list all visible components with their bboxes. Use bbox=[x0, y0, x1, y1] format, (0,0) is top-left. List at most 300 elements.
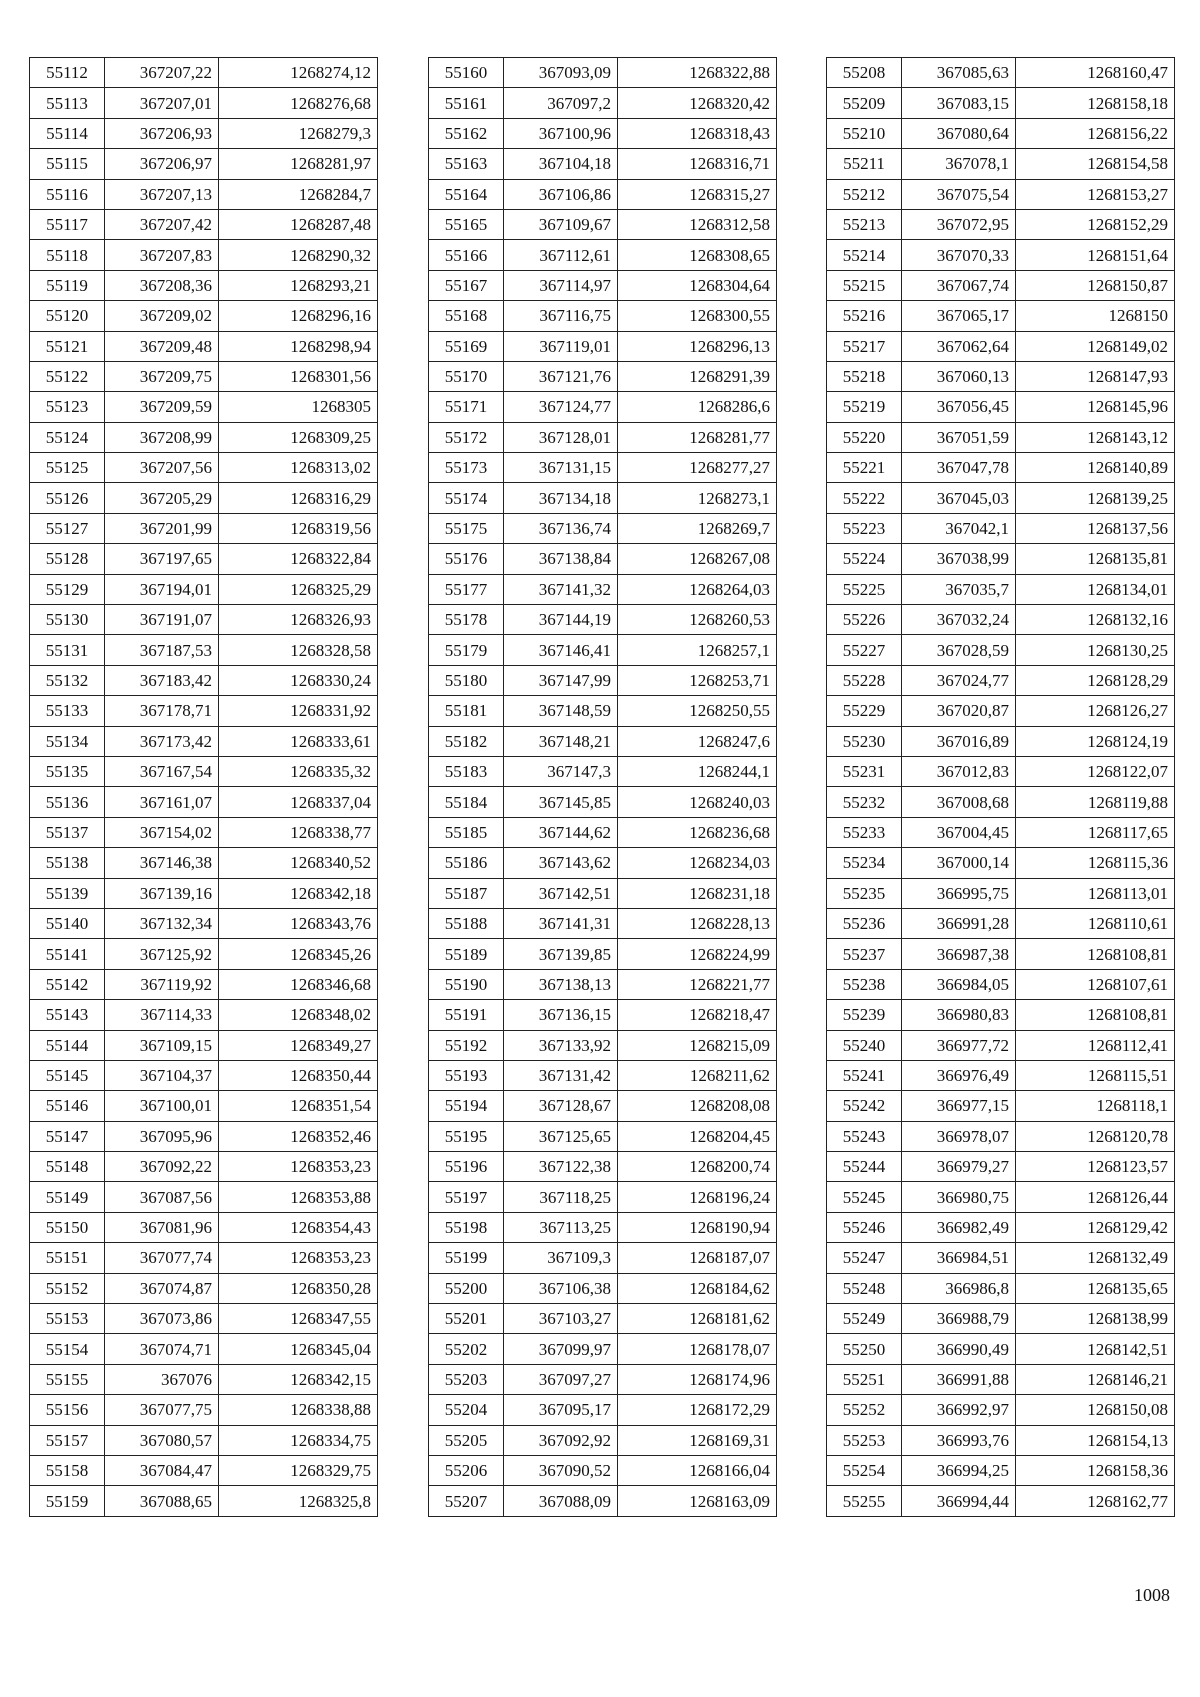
table-row bbox=[429, 1425, 777, 1455]
point-id-cell: 55233 bbox=[827, 817, 902, 847]
y-coordinate-cell: 1268329,75 bbox=[219, 1455, 378, 1485]
point-id-cell: 55133 bbox=[30, 696, 105, 726]
y-coordinate-cell: 1268301,56 bbox=[219, 361, 378, 391]
x-coordinate-cell: 367197,65 bbox=[105, 544, 219, 574]
point-id-cell: 55113 bbox=[30, 88, 105, 118]
table-row bbox=[429, 1030, 777, 1060]
table-row bbox=[827, 1273, 1175, 1303]
point-id-cell: 55255 bbox=[827, 1486, 902, 1516]
x-coordinate-cell: 367128,01 bbox=[504, 422, 618, 452]
y-coordinate-cell: 1268318,43 bbox=[618, 118, 777, 148]
x-coordinate-cell: 367207,56 bbox=[105, 453, 219, 483]
y-coordinate-cell: 1268150,87 bbox=[1016, 270, 1175, 300]
x-coordinate-cell: 366984,51 bbox=[902, 1243, 1016, 1273]
table-row bbox=[30, 513, 378, 543]
table-row bbox=[827, 58, 1175, 88]
table-row bbox=[827, 453, 1175, 483]
x-coordinate-cell: 367077,75 bbox=[105, 1395, 219, 1425]
point-id-cell: 55193 bbox=[429, 1060, 504, 1090]
y-coordinate-cell: 1268162,77 bbox=[1016, 1486, 1175, 1516]
table-row bbox=[30, 179, 378, 209]
point-id-cell: 55132 bbox=[30, 665, 105, 695]
table-row bbox=[827, 301, 1175, 331]
x-coordinate-cell: 367134,18 bbox=[504, 483, 618, 513]
x-coordinate-cell: 366984,05 bbox=[902, 969, 1016, 999]
y-coordinate-cell: 1268129,42 bbox=[1016, 1212, 1175, 1242]
y-coordinate-cell: 1268154,58 bbox=[1016, 149, 1175, 179]
y-coordinate-cell: 1268115,36 bbox=[1016, 848, 1175, 878]
table-row bbox=[30, 574, 378, 604]
x-coordinate-cell: 367144,19 bbox=[504, 605, 618, 635]
x-coordinate-cell: 367183,42 bbox=[105, 665, 219, 695]
y-coordinate-cell: 1268273,1 bbox=[618, 483, 777, 513]
y-coordinate-cell: 1268130,25 bbox=[1016, 635, 1175, 665]
table-row bbox=[429, 1121, 777, 1151]
x-coordinate-cell: 366976,49 bbox=[902, 1060, 1016, 1090]
x-coordinate-cell: 367206,93 bbox=[105, 118, 219, 148]
y-coordinate-cell: 1268152,29 bbox=[1016, 209, 1175, 239]
table-row bbox=[429, 544, 777, 574]
y-coordinate-cell: 1268208,08 bbox=[618, 1091, 777, 1121]
x-coordinate-cell: 367080,57 bbox=[105, 1425, 219, 1455]
y-coordinate-cell: 1268231,18 bbox=[618, 878, 777, 908]
x-coordinate-cell: 367095,17 bbox=[504, 1395, 618, 1425]
y-coordinate-cell: 1268335,32 bbox=[219, 756, 378, 786]
y-coordinate-cell: 1268137,56 bbox=[1016, 513, 1175, 543]
table-row bbox=[429, 240, 777, 270]
y-coordinate-cell: 1268354,43 bbox=[219, 1212, 378, 1242]
table-row bbox=[30, 1364, 378, 1394]
table-row bbox=[429, 179, 777, 209]
point-id-cell: 55230 bbox=[827, 726, 902, 756]
x-coordinate-cell: 367138,84 bbox=[504, 544, 618, 574]
point-id-cell: 55189 bbox=[429, 939, 504, 969]
y-coordinate-cell: 1268253,71 bbox=[618, 665, 777, 695]
table-row bbox=[30, 1273, 378, 1303]
point-id-cell: 55143 bbox=[30, 1000, 105, 1030]
table-row bbox=[30, 1121, 378, 1151]
point-id-cell: 55150 bbox=[30, 1212, 105, 1242]
y-coordinate-cell: 1268350,44 bbox=[219, 1060, 378, 1090]
x-coordinate-cell: 367080,64 bbox=[902, 118, 1016, 148]
x-coordinate-cell: 366977,72 bbox=[902, 1030, 1016, 1060]
x-coordinate-cell: 367100,96 bbox=[504, 118, 618, 148]
x-coordinate-cell: 367073,86 bbox=[105, 1304, 219, 1334]
y-coordinate-cell: 1268348,02 bbox=[219, 1000, 378, 1030]
table-row bbox=[30, 453, 378, 483]
y-coordinate-cell: 1268276,68 bbox=[219, 88, 378, 118]
y-coordinate-cell: 1268126,27 bbox=[1016, 696, 1175, 726]
table-row bbox=[30, 969, 378, 999]
table-row bbox=[429, 878, 777, 908]
y-coordinate-cell: 1268122,07 bbox=[1016, 756, 1175, 786]
table-row bbox=[429, 149, 777, 179]
y-coordinate-cell: 1268117,65 bbox=[1016, 817, 1175, 847]
x-coordinate-cell: 367146,41 bbox=[504, 635, 618, 665]
point-id-cell: 55187 bbox=[429, 878, 504, 908]
table-row bbox=[429, 635, 777, 665]
point-id-cell: 55235 bbox=[827, 878, 902, 908]
x-coordinate-cell: 367042,1 bbox=[902, 513, 1016, 543]
point-id-cell: 55128 bbox=[30, 544, 105, 574]
y-coordinate-cell: 1268151,64 bbox=[1016, 240, 1175, 270]
x-coordinate-cell: 367201,99 bbox=[105, 513, 219, 543]
point-id-cell: 55119 bbox=[30, 270, 105, 300]
table-row bbox=[429, 361, 777, 391]
point-id-cell: 55129 bbox=[30, 574, 105, 604]
point-id-cell: 55162 bbox=[429, 118, 504, 148]
point-id-cell: 55242 bbox=[827, 1091, 902, 1121]
point-id-cell: 55208 bbox=[827, 58, 902, 88]
point-id-cell: 55131 bbox=[30, 635, 105, 665]
y-coordinate-cell: 1268218,47 bbox=[618, 1000, 777, 1030]
point-id-cell: 55159 bbox=[30, 1486, 105, 1516]
table-row bbox=[30, 939, 378, 969]
y-coordinate-cell: 1268322,84 bbox=[219, 544, 378, 574]
y-coordinate-cell: 1268322,88 bbox=[618, 58, 777, 88]
x-coordinate-cell: 366991,88 bbox=[902, 1364, 1016, 1394]
table-row bbox=[827, 1425, 1175, 1455]
x-coordinate-cell: 367072,95 bbox=[902, 209, 1016, 239]
point-id-cell: 55231 bbox=[827, 756, 902, 786]
table-row bbox=[30, 483, 378, 513]
table-row bbox=[30, 817, 378, 847]
table-row bbox=[429, 574, 777, 604]
point-id-cell: 55216 bbox=[827, 301, 902, 331]
x-coordinate-cell: 367032,24 bbox=[902, 605, 1016, 635]
y-coordinate-cell: 1268313,02 bbox=[219, 453, 378, 483]
table-row bbox=[429, 1334, 777, 1364]
y-coordinate-cell: 1268113,01 bbox=[1016, 878, 1175, 908]
x-coordinate-cell: 367161,07 bbox=[105, 787, 219, 817]
y-coordinate-cell: 1268181,62 bbox=[618, 1304, 777, 1334]
table-row bbox=[827, 787, 1175, 817]
y-coordinate-cell: 1268147,93 bbox=[1016, 361, 1175, 391]
table-row bbox=[429, 1000, 777, 1030]
y-coordinate-cell: 1268298,94 bbox=[219, 331, 378, 361]
y-coordinate-cell: 1268123,57 bbox=[1016, 1152, 1175, 1182]
table-row bbox=[30, 1455, 378, 1485]
y-coordinate-cell: 1268284,7 bbox=[219, 179, 378, 209]
y-coordinate-cell: 1268146,21 bbox=[1016, 1364, 1175, 1394]
x-coordinate-cell: 366980,83 bbox=[902, 1000, 1016, 1030]
point-id-cell: 55145 bbox=[30, 1060, 105, 1090]
table-row bbox=[827, 878, 1175, 908]
point-id-cell: 55211 bbox=[827, 149, 902, 179]
point-id-cell: 55202 bbox=[429, 1334, 504, 1364]
point-id-cell: 55239 bbox=[827, 1000, 902, 1030]
point-id-cell: 55171 bbox=[429, 392, 504, 422]
table-row bbox=[30, 1152, 378, 1182]
table-row bbox=[827, 331, 1175, 361]
y-coordinate-cell: 1268291,39 bbox=[618, 361, 777, 391]
y-coordinate-cell: 1268142,51 bbox=[1016, 1334, 1175, 1364]
x-coordinate-cell: 367020,87 bbox=[902, 696, 1016, 726]
table-row bbox=[30, 422, 378, 452]
y-coordinate-cell: 1268340,52 bbox=[219, 848, 378, 878]
table-row bbox=[30, 209, 378, 239]
x-coordinate-cell: 367081,96 bbox=[105, 1212, 219, 1242]
point-id-cell: 55179 bbox=[429, 635, 504, 665]
table-row bbox=[429, 939, 777, 969]
y-coordinate-cell: 1268353,23 bbox=[219, 1243, 378, 1273]
y-coordinate-cell: 1268250,55 bbox=[618, 696, 777, 726]
point-id-cell: 55249 bbox=[827, 1304, 902, 1334]
point-id-cell: 55176 bbox=[429, 544, 504, 574]
point-id-cell: 55223 bbox=[827, 513, 902, 543]
point-id-cell: 55140 bbox=[30, 908, 105, 938]
table-row bbox=[30, 240, 378, 270]
point-id-cell: 55240 bbox=[827, 1030, 902, 1060]
point-id-cell: 55163 bbox=[429, 149, 504, 179]
table-row bbox=[827, 1182, 1175, 1212]
x-coordinate-cell: 366990,49 bbox=[902, 1334, 1016, 1364]
table-row bbox=[827, 817, 1175, 847]
x-coordinate-cell: 367124,77 bbox=[504, 392, 618, 422]
x-coordinate-cell: 367206,97 bbox=[105, 149, 219, 179]
x-coordinate-cell: 367088,09 bbox=[504, 1486, 618, 1516]
y-coordinate-cell: 1268163,09 bbox=[618, 1486, 777, 1516]
y-coordinate-cell: 1268156,22 bbox=[1016, 118, 1175, 148]
x-coordinate-cell: 367132,34 bbox=[105, 908, 219, 938]
x-coordinate-cell: 367148,21 bbox=[504, 726, 618, 756]
table-row bbox=[827, 756, 1175, 786]
x-coordinate-cell: 367194,01 bbox=[105, 574, 219, 604]
y-coordinate-cell: 1268149,02 bbox=[1016, 331, 1175, 361]
point-id-cell: 55137 bbox=[30, 817, 105, 847]
y-coordinate-cell: 1268260,53 bbox=[618, 605, 777, 635]
point-id-cell: 55212 bbox=[827, 179, 902, 209]
table-row bbox=[827, 1121, 1175, 1151]
x-coordinate-cell: 367209,75 bbox=[105, 361, 219, 391]
y-coordinate-cell: 1268300,55 bbox=[618, 301, 777, 331]
y-coordinate-cell: 1268184,62 bbox=[618, 1273, 777, 1303]
point-id-cell: 55214 bbox=[827, 240, 902, 270]
table-row bbox=[30, 1212, 378, 1242]
table-row bbox=[429, 1091, 777, 1121]
table-row bbox=[30, 149, 378, 179]
y-coordinate-cell: 1268108,81 bbox=[1016, 1000, 1175, 1030]
point-id-cell: 55173 bbox=[429, 453, 504, 483]
x-coordinate-cell: 367208,36 bbox=[105, 270, 219, 300]
table-row bbox=[827, 848, 1175, 878]
point-id-cell: 55200 bbox=[429, 1273, 504, 1303]
y-coordinate-cell: 1268293,21 bbox=[219, 270, 378, 300]
point-id-cell: 55144 bbox=[30, 1030, 105, 1060]
table-row bbox=[827, 1304, 1175, 1334]
x-coordinate-cell: 367092,92 bbox=[504, 1425, 618, 1455]
point-id-cell: 55228 bbox=[827, 665, 902, 695]
x-coordinate-cell: 367104,18 bbox=[504, 149, 618, 179]
table-row bbox=[429, 1182, 777, 1212]
x-coordinate-cell: 367109,67 bbox=[504, 209, 618, 239]
point-id-cell: 55180 bbox=[429, 665, 504, 695]
y-coordinate-cell: 1268343,76 bbox=[219, 908, 378, 938]
table-row bbox=[429, 1243, 777, 1273]
table-row bbox=[429, 209, 777, 239]
y-coordinate-cell: 1268351,54 bbox=[219, 1091, 378, 1121]
y-coordinate-cell: 1268158,18 bbox=[1016, 88, 1175, 118]
y-coordinate-cell: 1268345,04 bbox=[219, 1334, 378, 1364]
point-id-cell: 55152 bbox=[30, 1273, 105, 1303]
point-id-cell: 55130 bbox=[30, 605, 105, 635]
y-coordinate-cell: 1268330,24 bbox=[219, 665, 378, 695]
y-coordinate-cell: 1268346,68 bbox=[219, 969, 378, 999]
point-id-cell: 55115 bbox=[30, 149, 105, 179]
x-coordinate-cell: 366987,38 bbox=[902, 939, 1016, 969]
table-row bbox=[429, 58, 777, 88]
y-coordinate-cell: 1268304,64 bbox=[618, 270, 777, 300]
x-coordinate-cell: 367008,68 bbox=[902, 787, 1016, 817]
point-id-cell: 55151 bbox=[30, 1243, 105, 1273]
table-row bbox=[827, 179, 1175, 209]
y-coordinate-cell: 1268126,44 bbox=[1016, 1182, 1175, 1212]
x-coordinate-cell: 366980,75 bbox=[902, 1182, 1016, 1212]
point-id-cell: 55207 bbox=[429, 1486, 504, 1516]
x-coordinate-cell: 367207,01 bbox=[105, 88, 219, 118]
point-id-cell: 55126 bbox=[30, 483, 105, 513]
table-row bbox=[827, 726, 1175, 756]
table-row bbox=[429, 1486, 777, 1516]
table-row bbox=[30, 1243, 378, 1273]
table-row bbox=[827, 1364, 1175, 1394]
x-coordinate-cell: 367088,65 bbox=[105, 1486, 219, 1516]
point-id-cell: 55250 bbox=[827, 1334, 902, 1364]
table-row bbox=[30, 665, 378, 695]
x-coordinate-cell: 366993,76 bbox=[902, 1425, 1016, 1455]
y-coordinate-cell: 1268124,19 bbox=[1016, 726, 1175, 756]
y-coordinate-cell: 1268309,25 bbox=[219, 422, 378, 452]
point-id-cell: 55174 bbox=[429, 483, 504, 513]
point-id-cell: 55201 bbox=[429, 1304, 504, 1334]
table-row bbox=[827, 422, 1175, 452]
y-coordinate-cell: 1268145,96 bbox=[1016, 392, 1175, 422]
x-coordinate-cell: 367205,29 bbox=[105, 483, 219, 513]
x-coordinate-cell: 366986,8 bbox=[902, 1273, 1016, 1303]
point-id-cell: 55121 bbox=[30, 331, 105, 361]
point-id-cell: 55114 bbox=[30, 118, 105, 148]
x-coordinate-cell: 367191,07 bbox=[105, 605, 219, 635]
y-coordinate-cell: 1268150,08 bbox=[1016, 1395, 1175, 1425]
table-row bbox=[429, 787, 777, 817]
y-coordinate-cell: 1268316,29 bbox=[219, 483, 378, 513]
point-id-cell: 55167 bbox=[429, 270, 504, 300]
table-row bbox=[30, 908, 378, 938]
x-coordinate-cell: 367147,3 bbox=[504, 756, 618, 786]
x-coordinate-cell: 367141,32 bbox=[504, 574, 618, 604]
x-coordinate-cell: 367209,59 bbox=[105, 392, 219, 422]
y-coordinate-cell: 1268172,29 bbox=[618, 1395, 777, 1425]
table-row bbox=[827, 1395, 1175, 1425]
point-id-cell: 55236 bbox=[827, 908, 902, 938]
x-coordinate-cell: 367207,13 bbox=[105, 179, 219, 209]
x-coordinate-cell: 367035,7 bbox=[902, 574, 1016, 604]
x-coordinate-cell: 367138,13 bbox=[504, 969, 618, 999]
x-coordinate-cell: 367136,74 bbox=[504, 513, 618, 543]
y-coordinate-cell: 1268347,55 bbox=[219, 1304, 378, 1334]
x-coordinate-cell: 367113,25 bbox=[504, 1212, 618, 1242]
x-coordinate-cell: 367056,45 bbox=[902, 392, 1016, 422]
table-row bbox=[30, 1091, 378, 1121]
y-coordinate-cell: 1268135,81 bbox=[1016, 544, 1175, 574]
x-coordinate-cell: 367099,97 bbox=[504, 1334, 618, 1364]
table-row bbox=[429, 88, 777, 118]
point-id-cell: 55213 bbox=[827, 209, 902, 239]
y-coordinate-cell: 1268134,01 bbox=[1016, 574, 1175, 604]
y-coordinate-cell: 1268115,51 bbox=[1016, 1060, 1175, 1090]
point-id-cell: 55238 bbox=[827, 969, 902, 999]
table-row bbox=[429, 301, 777, 331]
x-coordinate-cell: 367144,62 bbox=[504, 817, 618, 847]
x-coordinate-cell: 367114,97 bbox=[504, 270, 618, 300]
x-coordinate-cell: 367103,27 bbox=[504, 1304, 618, 1334]
y-coordinate-cell: 1268281,77 bbox=[618, 422, 777, 452]
point-id-cell: 55112 bbox=[30, 58, 105, 88]
table-row bbox=[827, 969, 1175, 999]
x-coordinate-cell: 366979,27 bbox=[902, 1152, 1016, 1182]
page-number: 1008 bbox=[1134, 1585, 1170, 1605]
table-row bbox=[827, 149, 1175, 179]
table-row bbox=[30, 1030, 378, 1060]
x-coordinate-cell: 367207,83 bbox=[105, 240, 219, 270]
x-coordinate-cell: 367087,56 bbox=[105, 1182, 219, 1212]
y-coordinate-cell: 1268296,13 bbox=[618, 331, 777, 361]
point-id-cell: 55252 bbox=[827, 1395, 902, 1425]
y-coordinate-cell: 1268200,74 bbox=[618, 1152, 777, 1182]
point-id-cell: 55215 bbox=[827, 270, 902, 300]
y-coordinate-cell: 1268319,56 bbox=[219, 513, 378, 543]
table-row bbox=[429, 665, 777, 695]
x-coordinate-cell: 367093,09 bbox=[504, 58, 618, 88]
point-id-cell: 55139 bbox=[30, 878, 105, 908]
table-row bbox=[429, 1395, 777, 1425]
x-coordinate-cell: 367139,16 bbox=[105, 878, 219, 908]
point-id-cell: 55221 bbox=[827, 453, 902, 483]
y-coordinate-cell: 1268118,1 bbox=[1016, 1091, 1175, 1121]
point-id-cell: 55141 bbox=[30, 939, 105, 969]
point-id-cell: 55192 bbox=[429, 1030, 504, 1060]
y-coordinate-cell: 1268240,03 bbox=[618, 787, 777, 817]
point-id-cell: 55182 bbox=[429, 726, 504, 756]
y-coordinate-cell: 1268264,03 bbox=[618, 574, 777, 604]
x-coordinate-cell: 367076 bbox=[105, 1364, 219, 1394]
y-coordinate-cell: 1268353,23 bbox=[219, 1152, 378, 1182]
x-coordinate-cell: 367141,31 bbox=[504, 908, 618, 938]
table-row bbox=[30, 635, 378, 665]
point-id-cell: 55184 bbox=[429, 787, 504, 817]
x-coordinate-cell: 367136,15 bbox=[504, 1000, 618, 1030]
y-coordinate-cell: 1268257,1 bbox=[618, 635, 777, 665]
y-coordinate-cell: 1268269,7 bbox=[618, 513, 777, 543]
table-row bbox=[30, 1060, 378, 1090]
table-row bbox=[429, 696, 777, 726]
x-coordinate-cell: 367116,75 bbox=[504, 301, 618, 331]
x-coordinate-cell: 367148,59 bbox=[504, 696, 618, 726]
y-coordinate-cell: 1268337,04 bbox=[219, 787, 378, 817]
point-id-cell: 55149 bbox=[30, 1182, 105, 1212]
table-row bbox=[429, 270, 777, 300]
point-id-cell: 55185 bbox=[429, 817, 504, 847]
point-id-cell: 55125 bbox=[30, 453, 105, 483]
x-coordinate-cell: 367109,15 bbox=[105, 1030, 219, 1060]
y-coordinate-cell: 1268287,48 bbox=[219, 209, 378, 239]
point-id-cell: 55135 bbox=[30, 756, 105, 786]
x-coordinate-cell: 367062,64 bbox=[902, 331, 1016, 361]
x-coordinate-cell: 367187,53 bbox=[105, 635, 219, 665]
table-row bbox=[30, 392, 378, 422]
x-coordinate-cell: 367207,22 bbox=[105, 58, 219, 88]
y-coordinate-cell: 1268160,47 bbox=[1016, 58, 1175, 88]
